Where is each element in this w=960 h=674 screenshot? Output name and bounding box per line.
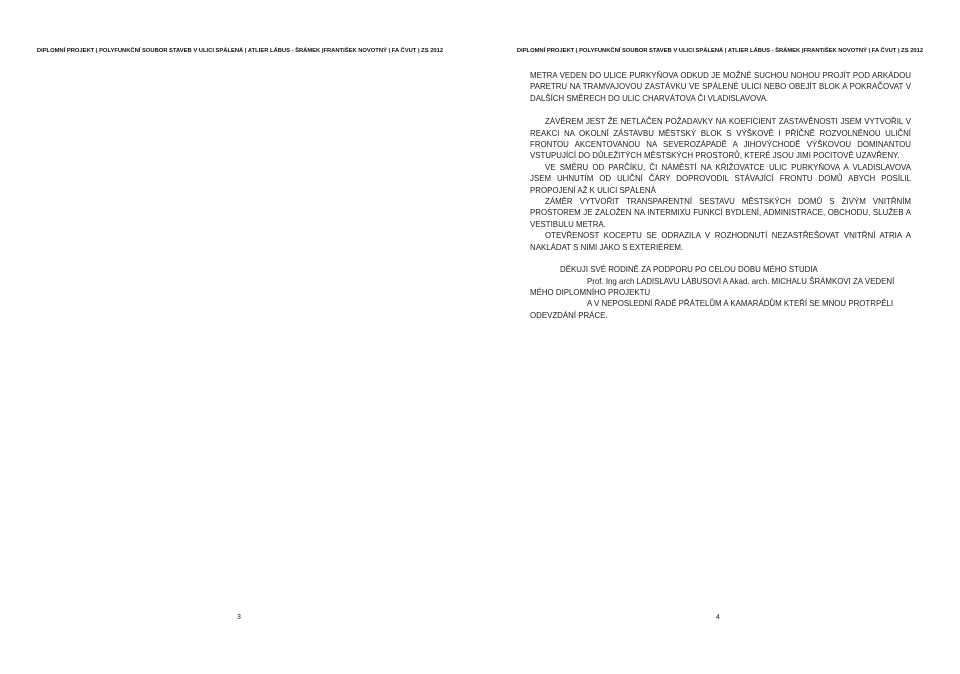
paragraph-conclusion: ZÁVĚREM JEST ŽE NETLAČEN POŽADAVKY NA KOEFICIENT ZASTAVĚNOSTI JSEM VYTVOŘIL V REAKCI NA OKOLNÍ ZÁSTAVBU MĚSTSKÝ BLOK S VÝŠKOVĚ I PŘÍČNĚ ROZVOLNĚNOU ULIČNÍ FRONTOU AKCENTOVANOU NA SEVEROZÁPADĚ A JIHOVÝCHODĚ VÝŠKOVOU DOMINANTOU VSTUPUJÍCÍ DO DŮLEŽITÝCH MĚSTSKÝCH PROSTORŮ, KTERÉ JSOU JIMI POCITOVĚ UZAVŘENY. [530, 117, 911, 161]
thanks-friends: A V NEPOSLEDNÍ ŘADĚ PŘÁTELŮM A KAMARÁDŮM KTEŘÍ SE MNOU PROTRPĚLI ODEVZDÁNÍ PRÁCE. [530, 299, 894, 320]
paragraph-intent: ZÁMĚR VYTVOŘIT TRANSPARENTNÍ SESTAVU MĚSTSKÝCH DOMŮ S ŽIVÝM VNITŘNÍM PROSTOREM JE ZALOŽEN NA INTERMIXU FUNKCÍ BYDLENÍ, ADMINISTRACE, OBCHODU, SLUŽEB A VESTIBULU METRA. [530, 197, 911, 229]
thanks-family: DĚKUJI SVÉ RODINĚ ZA PODPORU PO CELOU DOBU MÉHO STUDIA [560, 265, 818, 275]
left-page-number: 3 [237, 614, 241, 621]
paragraph-park-direction: VE SMĚRU OD PARČÍKU, ČI NÁMĚSTÍ NA KŘIŽOVATCE ULIC PURKYŇOVA A VLADISLAVOVA JSEM UHNUTÍM OD ULIČNÍ ČÁRY DOPROVODIL STÁVAJÍCÍ FRONTU DOMŮ ABYCH POSÍLIL PROPOJENÍ AŽ K ULICI SPÁLENÁ [530, 162, 911, 195]
left-page-header: DIPLOMNÍ PROJEKT | POLYFUNKČNÍ SOUBOR STAVEB V ULICI SPÁLENÁ | ATLIER LÁBUS - ŠRÁMEK |FRANTIŠEK NOVOTNÝ | FA ČVUT | ZS 2012 [36, 48, 444, 54]
paragraph-metro: METRA VEDEN DO ULICE PURKYŇOVA ODKUD JE MOŽNÉ SUCHOU NOHOU PROJÍT POD ARKÁDOU PARETRU NA TRAMVAJOVOU ZASTÁVKU VE SPÁLENÉ ULICI NEBO OBEJÍT BLOK A POKRAČOVAT V DALŠÍCH SMĚRECH DO ULIC CHARVÁTOVA ČI VLADISLAVOVA. [530, 71, 911, 103]
right-page-header: DIPLOMNÍ PROJEKT | POLYFUNKČNÍ SOUBOR STAVEB V ULICI SPÁLENÁ | ATLIER LÁBUS - ŠRÁMEK |FRANTIŠEK NOVOTNÝ | FA ČVUT | ZS 2012 [516, 48, 924, 54]
right-page [480, 0, 960, 674]
thanks-supervisors: Prof. Ing arch LADISLAVU LÁBUSOVI A Akad. arch. MICHALU ŠRÁMKOVI ZA VEDENÍ MÉHO DIPLOMNÍHO PROJEKTU [530, 276, 895, 297]
right-page-number: 4 [716, 614, 720, 621]
paragraph-openness: OTEVŘENOST KOCEPTU SE ODRAZILA V ROZHODNUTÍ NEZASTŘEŠOVAT VNITŘNÍ ATRIA A NAKLÁDAT S NIMI JAKO S EXTERIÉREM. [530, 231, 911, 252]
right-page-text [530, 70, 911, 321]
